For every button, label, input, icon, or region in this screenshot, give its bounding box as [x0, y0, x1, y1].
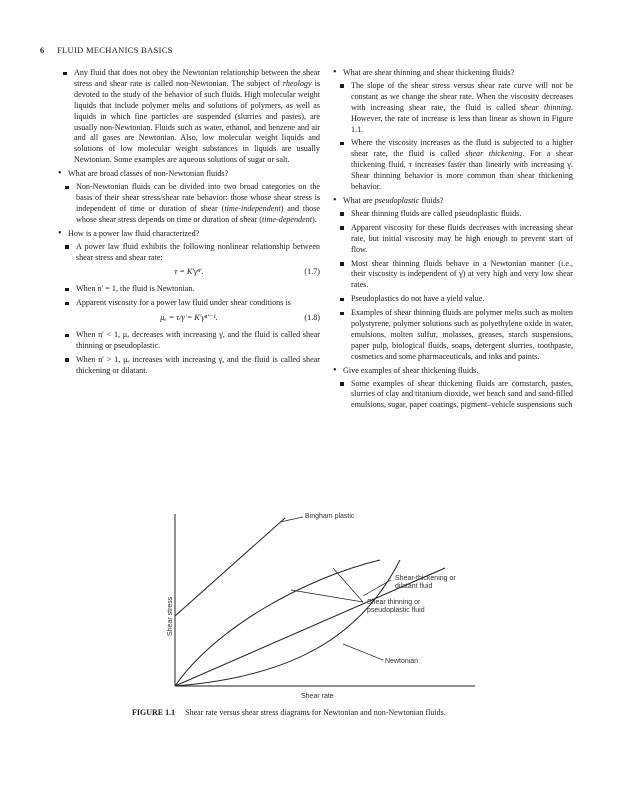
question-pseudoplastic: • What are pseudoplastic fluids? — [333, 196, 573, 207]
list-item: When n′ < 1, μₐ decreases with increasing γ̇, and the fluid is called shear thinning or pseudoplastic. — [60, 330, 320, 352]
list-item: A power law fluid exhibits the following nonlinear relationship between shear stress and shear rate: — [60, 242, 320, 264]
list-item: When n′ > 1, μₐ increases with increasing γ̇, and the fluid is called shear thickening or dilatant. — [60, 355, 320, 377]
leader-pseudoplastic — [333, 568, 363, 602]
right-column — [333, 68, 573, 414]
term-shear-thickening: shear thickening — [465, 149, 523, 159]
term-pseudoplastic: pseudoplastic — [374, 195, 420, 205]
equation-1-8: μₐ = τ/γ̇ = K′γ̇ⁿ′⁻¹. (1.8) — [160, 313, 320, 323]
bingham-plastic-line — [175, 518, 285, 616]
left-column — [58, 68, 320, 380]
question-classes: • What are broad classes of non-Newtonian fluids? — [58, 169, 320, 180]
list-item: Examples of shear thinning fluids are polymer melts such as molten polystyrene, polymer solutions such as polyethylene oxide in water, emulsions, molten sulfur, molasses, greases, starch suspensions, paper pulp, biological fluids, soaps, detergent slurries, toothpaste, cosmetics and some pharmaceuticals, and inks and paints. — [335, 308, 573, 363]
term-shear-thinning: shear thinning — [520, 102, 571, 112]
label-pseudoplastic-2: pseudoplastic fluid — [367, 607, 425, 614]
shear-diagram — [145, 508, 505, 704]
equation-number: (1.8) — [304, 313, 320, 323]
paragraph-text: is devoted to the study of the behavior of such fluids. High molecular weight liquids that include polymer melts and solutions of polymers, as well as liquids in which fine particles are suspended (slurries and pastes), are usually non-Newtonian. Fluids such as water, ethanol, and benzene and air and all gases are Newtonian. Also, low molecular weight liquids and solutions of low molecular weight substances in liquids are usually Newtonian. Some examples are aqueous solutions of sugar or salt. — [74, 78, 321, 165]
list-item: The slope of the shear stress versus shear rate curve will not be constant as we change the shear rate. When the viscosity decreases with increasing shear rate, the fluid is called shear thinning. However, the rate of increase is less than linear as shown in Figure 1.1. — [335, 81, 573, 136]
list-item: Apparent viscosity for these fluids decreases with increasing shear rate, but initial viscosity may be high enough to prevent start of flow. — [335, 223, 573, 256]
y-axis-label: Shear stress — [167, 596, 174, 636]
label-dilatant-1: Shear-thickening or — [395, 575, 456, 582]
term-rheology: rheology — [282, 78, 312, 88]
term-time-independent: time-independent — [224, 203, 281, 213]
page-header — [40, 45, 173, 55]
list-item: Pseudoplastics do not have a yield value. — [335, 294, 573, 305]
paragraph-text: Any fluid that does not obey the Newtonian relationship between the shear stress and shear rate is called non-Newtonian. The subject of — [74, 68, 320, 88]
list-item — [58, 68, 320, 166]
list-item: Shear thinning fluids are called pseudoplastic fluids. — [335, 209, 573, 220]
question-examples: • Give examples of shear thickening fluids. — [333, 366, 573, 377]
leader-pseudoplastic-2 — [291, 590, 363, 602]
list-item: When n′ = 1, the fluid is Newtonian. — [60, 284, 320, 295]
term-time-dependent: time-dependent — [261, 214, 313, 224]
equation-1-7: τ = K′γ̇ⁿ′. (1.7) — [174, 267, 320, 277]
list-item: Non-Newtonian fluids can be divided into two broad categories on the basis of their shear stress/shear rate behavior: those whose shear stress is independent of time or duration of shear (time-independent) and those whose shear stress depends on time or duration of shear (time-dependent). — [60, 182, 320, 226]
label-newtonian: Newtonian — [385, 658, 419, 665]
label-dilatant-2: dilatant fluid — [395, 583, 433, 590]
caption-label: FIGURE 1.1 — [132, 708, 176, 717]
page-number: 6 — [40, 45, 45, 55]
x-axis-label: Shear rate — [301, 693, 334, 700]
figure-caption — [132, 708, 446, 717]
list-item: Where the viscosity increases as the fluid is subjected to a higher shear rate, the fluid is called shear thickening. For a shear thickening fluid, τ increases faster than linearly with increasing γ̇. Shear thinning behavior is more common than shear thickening behavior. — [335, 138, 573, 193]
leader-newtonian — [343, 644, 383, 660]
pseudoplastic-curve — [175, 560, 380, 686]
question-thinning: • What are shear thinning and shear thickening fluids? — [333, 68, 573, 79]
figure-1-1 — [145, 508, 505, 704]
list-item: Most shear thinning fluids behave in a Newtonian manner (i.e., their viscosity is independent of γ̇) at very high and very low shear rates. — [335, 259, 573, 292]
label-bingham-plastic: Bingham plastic — [305, 513, 355, 520]
dilatant-curve — [175, 560, 400, 686]
list-item: Apparent viscosity for a power law fluid under shear conditions is — [60, 298, 320, 309]
running-title: FLUID MECHANICS BASICS — [57, 45, 173, 55]
list-item: Some examples of shear thickening fluids are cornstarch, pastes, slurries of clay and titanium dioxide, wet beach sand and sand-filled emulsions, sugar, paper coatings, pigment–vehicle suspensions such — [335, 379, 573, 412]
equation-number: (1.7) — [304, 267, 320, 277]
label-pseudoplastic-1: Shear thinning or — [367, 599, 421, 606]
caption-text: Shear rate versus shear stress diagrams for Newtonian and non-Newtonian fluids. — [185, 708, 446, 717]
question-power-law: • How is a power law fluid characterized? — [58, 229, 320, 240]
